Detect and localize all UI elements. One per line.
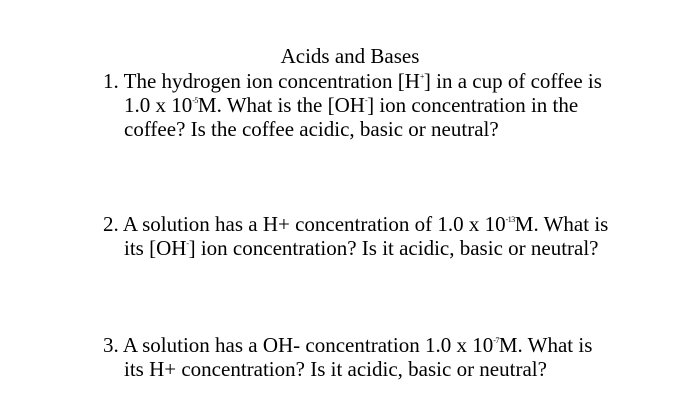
superscript: -7 — [493, 336, 499, 345]
question-text: A solution has a OH- concentration 1.0 x 10 — [122, 333, 494, 357]
question-1-line-2 — [103, 93, 683, 117]
question-2 — [103, 212, 683, 260]
question-text: M. What is the [OH — [197, 93, 365, 117]
superscript: - — [364, 96, 368, 105]
question-number: 2. — [103, 212, 119, 236]
question-text: ] ion concentration in the — [367, 93, 579, 117]
superscript: -5 — [192, 96, 198, 105]
question-text: The hydrogen ion concentration [H — [123, 69, 420, 93]
superscript: -13 — [505, 215, 515, 224]
question-1 — [103, 69, 683, 141]
superscript: + — [419, 72, 424, 81]
question-3-line-1 — [103, 333, 683, 357]
superscript: - — [186, 239, 189, 248]
document-title: Acids and Bases — [280, 44, 420, 68]
question-3 — [103, 333, 683, 381]
question-number: 1. — [103, 69, 119, 93]
question-text: M. What is — [498, 333, 593, 357]
question-text: A solution has a H+ concentration of 1.0 x 10 — [122, 212, 506, 236]
question-1-line-3 — [103, 117, 683, 141]
question-text: 1.0 x 10 — [124, 93, 193, 117]
question-text: M. What is — [514, 212, 609, 236]
question-text: its H+ concentration? Is it acidic, basic or neutral? — [124, 357, 547, 381]
question-text: ] in a cup of coffee is — [423, 69, 602, 93]
question-3-line-2 — [103, 357, 683, 381]
question-number: 3. — [103, 333, 119, 357]
question-1-line-1 — [103, 69, 683, 93]
question-text: coffee? Is the coffee acidic, basic or neutral? — [124, 117, 499, 141]
question-2-line-2 — [103, 236, 683, 260]
question-2-line-1 — [103, 212, 683, 236]
question-text: ] ion concentration? Is it acidic, basic or neutral? — [188, 236, 599, 260]
question-text: its [OH — [124, 236, 187, 260]
